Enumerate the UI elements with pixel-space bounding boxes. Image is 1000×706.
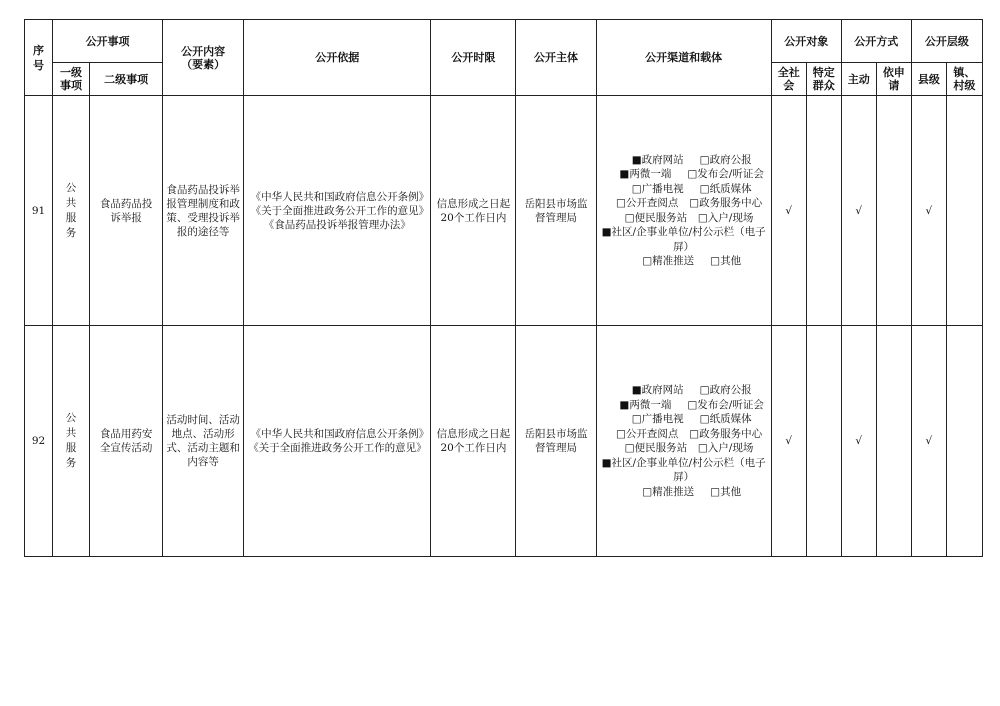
- row-channels: [596, 326, 771, 557]
- channel-option: □纸质媒体: [699, 182, 752, 195]
- row-content: 食品药品投诉举报管理制度和政策、受理投诉举报的途径等: [163, 96, 244, 326]
- header-content: 公开内容（要素）: [163, 20, 244, 96]
- channel-option: □政务服务中心: [689, 427, 763, 440]
- channel-option: □公开查阅点: [615, 197, 679, 209]
- channel-option: □广播电视: [631, 182, 684, 195]
- header-method-request: 依申请: [876, 63, 911, 96]
- header-channel: 公开渠道和载体: [596, 20, 771, 96]
- row-level-county: √: [911, 96, 946, 326]
- row-level-town: [946, 326, 982, 557]
- row-subject: 岳阳县市场监督管理局: [516, 326, 596, 557]
- channel-option: ■社区/企事业单位/村公示栏（电子屏）: [601, 226, 766, 253]
- channel-option: □精准推送: [642, 485, 695, 498]
- row-level-county: √: [911, 326, 946, 557]
- channel-option: ■两微一端: [619, 168, 672, 180]
- channel-option: □纸质媒体: [699, 413, 752, 425]
- row-basis: 《中华人民共和国政府信息公开条例》《关于全面推进政务公开工作的意见》: [244, 326, 431, 557]
- channel-option: □政府公报: [699, 153, 752, 166]
- row-time-limit: 信息形成之日起20个工作日内: [431, 96, 516, 326]
- channel-option: □政府公报: [699, 384, 752, 396]
- row-time-limit: 信息形成之日起20个工作日内: [431, 326, 516, 557]
- row-level-town: [946, 96, 982, 326]
- row-content: 活动时间、活动地点、活动形式、活动主题和内容等: [163, 326, 244, 557]
- header-time-limit: 公开时限: [431, 20, 516, 96]
- row-method-request: [876, 326, 911, 557]
- row-level1: 公共服务: [53, 96, 90, 326]
- row-method-request: [876, 96, 911, 326]
- row-method-active: √: [841, 326, 876, 557]
- channel-option: □发布会/听证会: [687, 398, 764, 411]
- channel-option: ■政府网站: [631, 153, 684, 166]
- channel-option: □其他: [710, 255, 742, 267]
- channel-option: □广播电视: [631, 413, 684, 425]
- row-seq: 91: [25, 96, 53, 326]
- row-channels: [596, 96, 771, 326]
- header-target-specific: 特定群众: [806, 63, 841, 96]
- channel-option: □公开查阅点: [615, 427, 679, 440]
- channel-option: □发布会/听证会: [687, 168, 764, 180]
- header-target: 公开对象: [771, 20, 841, 63]
- table-row: [25, 96, 983, 326]
- channel-option: □便民服务站: [624, 442, 688, 454]
- row-level2: 食品用药安全宣传活动: [90, 326, 163, 557]
- row-basis: 《中华人民共和国政府信息公开条例》《关于全面推进政务公开工作的意见》《食品药品投诉举报管理办法》: [244, 96, 431, 326]
- header-method-active: 主动: [841, 63, 876, 96]
- channel-option: □便民服务站: [624, 211, 688, 224]
- header-level1: 一级事项: [53, 63, 90, 96]
- channel-option: □入户/现场: [697, 211, 754, 224]
- header-level: 公开层级: [911, 20, 982, 63]
- row-seq: 92: [25, 326, 53, 557]
- row-subject: 岳阳县市场监督管理局: [516, 96, 596, 326]
- header-level-town: 镇、村级: [946, 63, 982, 96]
- row-level1: 公共服务: [53, 326, 90, 557]
- channel-option: ■社区/企事业单位/村公示栏（电子屏）: [601, 456, 766, 483]
- header-target-all: 全社会: [771, 63, 806, 96]
- header-level2: 二级事项: [90, 63, 163, 96]
- row-target-specific: [806, 326, 841, 557]
- header-method: 公开方式: [841, 20, 911, 63]
- table-row: [25, 326, 983, 557]
- channel-option: □精准推送: [642, 255, 695, 267]
- channel-option: ■政府网站: [631, 384, 684, 396]
- row-method-active: √: [841, 96, 876, 326]
- channel-option: □政务服务中心: [689, 197, 763, 209]
- header-subject: 公开主体: [516, 20, 596, 96]
- channel-option: □其他: [710, 485, 742, 498]
- row-target-specific: [806, 96, 841, 326]
- channel-option: □入户/现场: [697, 442, 754, 454]
- header-matter: 公开事项: [53, 20, 163, 63]
- header-seq: 序号: [25, 20, 53, 96]
- header-basis: 公开依据: [244, 20, 431, 96]
- row-level2: 食品药品投诉举报: [90, 96, 163, 326]
- channel-option: ■两微一端: [619, 398, 672, 411]
- row-target-all: √: [771, 96, 806, 326]
- header-level-county: 县级: [911, 63, 946, 96]
- row-target-all: √: [771, 326, 806, 557]
- disclosure-table: [24, 19, 983, 557]
